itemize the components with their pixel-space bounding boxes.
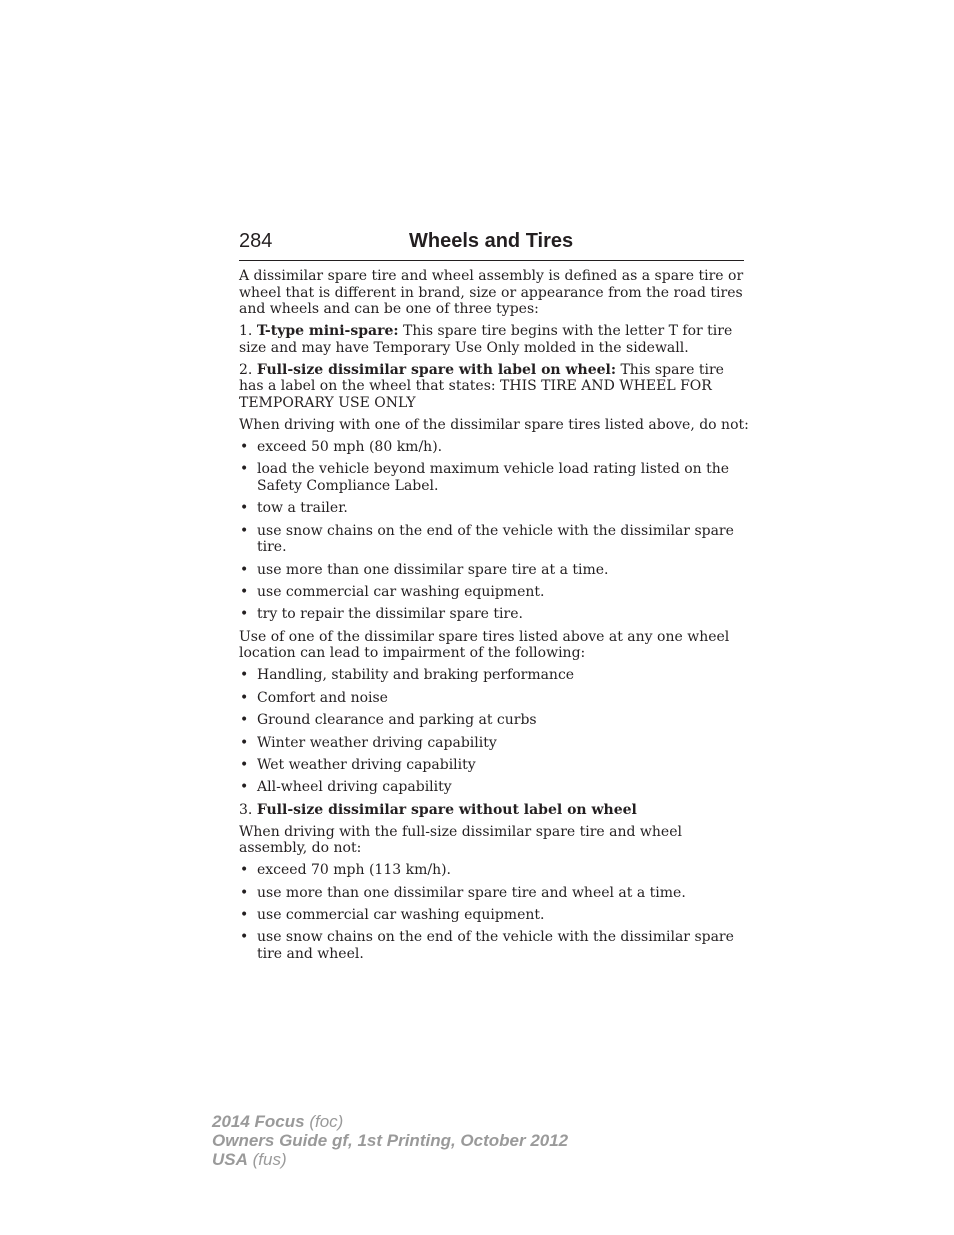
footer-market-code: (fus) bbox=[252, 1150, 287, 1169]
footer-market: USA bbox=[212, 1150, 248, 1169]
type2-paragraph bbox=[239, 362, 749, 412]
footer-line-3 bbox=[212, 1150, 568, 1169]
list-item: • use more than one dissimilar spare tire and wheel at a time. bbox=[239, 885, 749, 902]
footer-line-2: Owners Guide gf, 1st Printing, October 2012 bbox=[212, 1131, 569, 1150]
type1-number: 1. bbox=[239, 323, 253, 340]
type1-label: T-type mini-spare: bbox=[256, 323, 399, 340]
type1-paragraph bbox=[239, 323, 749, 356]
footer-model: 2014 Focus bbox=[212, 1112, 305, 1131]
type2-label: Full-size dissimilar spare with label on wheel: bbox=[256, 361, 617, 378]
page-header bbox=[239, 229, 744, 261]
list-item: • All-wheel driving capability bbox=[239, 779, 749, 796]
type2-number: 2. bbox=[239, 361, 253, 378]
impairment-list bbox=[239, 667, 749, 796]
type1-text: This spare tire begins with the letter T for tire size and may have Temporary Use Only molded in the sidewall. bbox=[239, 323, 733, 356]
type3-number: 3. bbox=[239, 801, 253, 818]
page-footer bbox=[212, 1112, 568, 1169]
list-item: • Ground clearance and parking at curbs bbox=[239, 712, 749, 729]
list-item: • use commercial car washing equipment. bbox=[239, 584, 749, 601]
do-not-list-2 bbox=[239, 862, 749, 962]
list-item: • Comfort and noise bbox=[239, 690, 749, 707]
list-item: • use more than one dissimilar spare tire at a time. bbox=[239, 562, 749, 579]
list-item: • try to repair the dissimilar spare tire. bbox=[239, 606, 749, 623]
do-not-intro-2: When driving with the full-size dissimilar spare tire and wheel assembly, do not: bbox=[239, 823, 682, 857]
list-item: • use commercial car washing equipment. bbox=[239, 907, 749, 924]
do-not-list-1 bbox=[239, 439, 749, 623]
page-number: 284 bbox=[239, 230, 273, 252]
impairment-intro: Use of one of the dissimilar spare tires listed above at any one wheel location can lead to impairment of the following: bbox=[239, 628, 730, 662]
type3-paragraph bbox=[239, 802, 749, 819]
footer-model-code: (foc) bbox=[309, 1112, 344, 1131]
page-content bbox=[239, 268, 749, 968]
list-item: • Winter weather driving capability bbox=[239, 735, 749, 752]
list-item: • exceed 50 mph (80 km/h). bbox=[239, 439, 749, 456]
intro-paragraph: A dissimilar spare tire and wheel assembly is defined as a spare tire or wheel that is different in brand, size or appearance from the road tires and wheels and can be one of three types: bbox=[239, 268, 744, 318]
section-title: Wheels and Tires bbox=[409, 230, 574, 252]
footer-line-1 bbox=[212, 1112, 568, 1131]
do-not-intro-1: When driving with one of the dissimilar spare tires listed above, do not: bbox=[239, 416, 749, 433]
list-item: • Wet weather driving capability bbox=[239, 757, 749, 774]
list-item: • tow a trailer. bbox=[239, 500, 749, 517]
type2-text: This spare tire has a label on the wheel that states: THIS TIRE AND WHEEL FOR TEMPORARY USE ONLY bbox=[239, 361, 724, 411]
list-item: • load the vehicle beyond maximum vehicle load rating listed on the Safety Compliance Label. bbox=[239, 461, 749, 494]
list-item: • use snow chains on the end of the vehicle with the dissimilar spare tire. bbox=[239, 523, 749, 556]
list-item: • use snow chains on the end of the vehicle with the dissimilar spare tire and wheel. bbox=[239, 929, 749, 962]
list-item: • exceed 70 mph (113 km/h). bbox=[239, 862, 749, 879]
list-item: • Handling, stability and braking performance bbox=[239, 667, 749, 684]
type3-label: Full-size dissimilar spare without label on wheel bbox=[256, 801, 637, 818]
